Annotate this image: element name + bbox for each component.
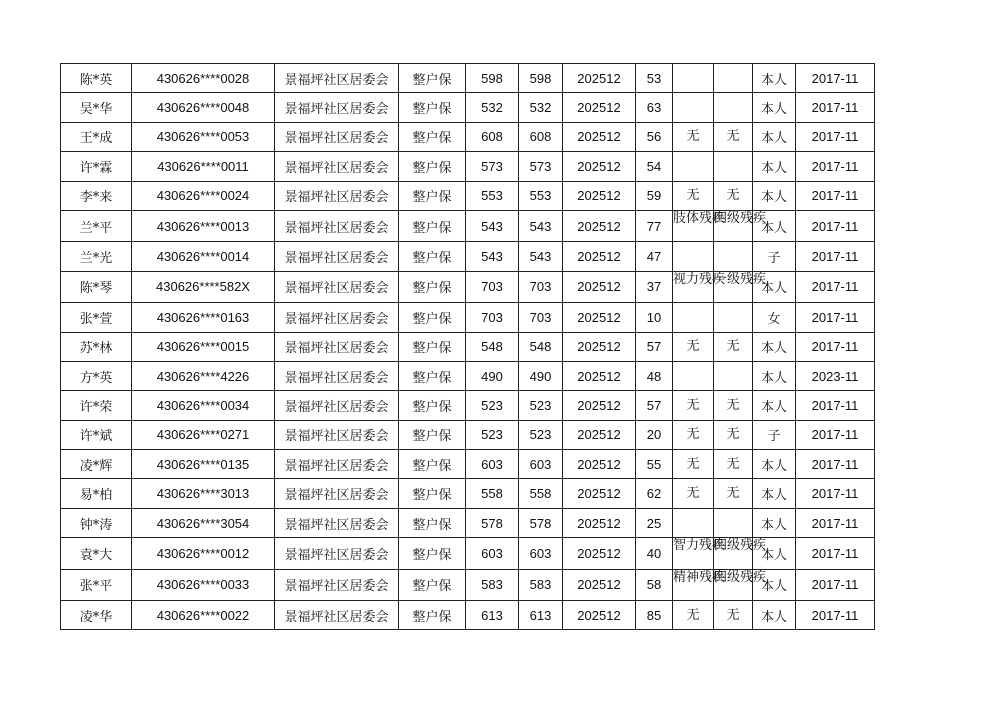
community-cell: 景福坪社区居委会: [275, 361, 399, 390]
disability-level-cell: 无: [714, 479, 753, 508]
table-row: [61, 64, 875, 93]
age-cell: 10: [636, 303, 673, 332]
id-number-cell: 430626****0053: [132, 122, 275, 151]
id-number-cell: 430626****0015: [132, 332, 275, 361]
start-date-cell: 2017-11: [796, 93, 875, 122]
disability-level-cell: [714, 64, 753, 93]
relationship-cell: 本人: [753, 271, 796, 302]
amount-cell: 608: [466, 122, 519, 151]
period-cell: 202512: [563, 152, 636, 181]
assistance-type-cell: 整户保: [399, 569, 466, 600]
amount-cell-2: 578: [519, 508, 563, 537]
amount-cell: 578: [466, 508, 519, 537]
disability-type-cell: 无: [673, 420, 714, 449]
name-cell: 陈*琴: [61, 271, 132, 302]
start-date-cell: 2017-11: [796, 303, 875, 332]
table-row: [61, 538, 875, 569]
age-cell: 62: [636, 479, 673, 508]
start-date-cell: 2017-11: [796, 64, 875, 93]
disability-type-cell: [673, 242, 714, 271]
assistance-type-cell: 整户保: [399, 64, 466, 93]
table-row: [61, 479, 875, 508]
table-row: [61, 601, 875, 630]
assistance-type-cell: 整户保: [399, 538, 466, 569]
amount-cell: 532: [466, 93, 519, 122]
name-cell: 方*英: [61, 361, 132, 390]
disability-level-cell: 无: [714, 420, 753, 449]
period-cell: 202512: [563, 181, 636, 210]
disability-level-cell: 无: [714, 450, 753, 479]
assistance-type-cell: 整户保: [399, 93, 466, 122]
table-row: [61, 569, 875, 600]
disability-type-cell: [673, 508, 714, 537]
relationship-cell: 本人: [753, 64, 796, 93]
relationship-cell: 本人: [753, 391, 796, 420]
community-cell: 景福坪社区居委会: [275, 271, 399, 302]
community-cell: 景福坪社区居委会: [275, 181, 399, 210]
start-date-cell: 2017-11: [796, 242, 875, 271]
start-date-cell: 2017-11: [796, 538, 875, 569]
age-cell: 63: [636, 93, 673, 122]
disability-type-cell: 无: [673, 450, 714, 479]
disability-type-cell: 无: [673, 332, 714, 361]
disability-level-cell: [714, 152, 753, 181]
disability-type-cell: 肢体残疾: [673, 210, 714, 241]
table-row: [61, 450, 875, 479]
start-date-cell: 2017-11: [796, 420, 875, 449]
disability-type-cell: 视力残疾: [673, 271, 714, 302]
community-cell: 景福坪社区居委会: [275, 332, 399, 361]
name-cell: 王*成: [61, 122, 132, 151]
amount-cell-2: 583: [519, 569, 563, 600]
amount-cell: 543: [466, 210, 519, 241]
age-cell: 59: [636, 181, 673, 210]
relationship-cell: 本人: [753, 601, 796, 630]
disability-type-cell: [673, 303, 714, 332]
assistance-type-cell: 整户保: [399, 479, 466, 508]
name-cell: 凌*华: [61, 601, 132, 630]
disability-level-cell: 无: [714, 181, 753, 210]
amount-cell-2: 523: [519, 420, 563, 449]
period-cell: 202512: [563, 450, 636, 479]
amount-cell-2: 573: [519, 152, 563, 181]
period-cell: 202512: [563, 93, 636, 122]
amount-cell: 573: [466, 152, 519, 181]
table-row: [61, 271, 875, 302]
assistance-type-cell: 整户保: [399, 181, 466, 210]
name-cell: 许*斌: [61, 420, 132, 449]
name-cell: 易*柏: [61, 479, 132, 508]
roster-table: [60, 63, 875, 630]
disability-level-cell: 无: [714, 332, 753, 361]
start-date-cell: 2017-11: [796, 508, 875, 537]
assistance-type-cell: 整户保: [399, 601, 466, 630]
community-cell: 景福坪社区居委会: [275, 152, 399, 181]
relationship-cell: 本人: [753, 93, 796, 122]
relationship-cell: 本人: [753, 152, 796, 181]
amount-cell-2: 523: [519, 391, 563, 420]
disability-type-cell: [673, 152, 714, 181]
amount-cell-2: 490: [519, 361, 563, 390]
id-number-cell: 430626****3054: [132, 508, 275, 537]
disability-level-cell: 无: [714, 391, 753, 420]
period-cell: 202512: [563, 479, 636, 508]
community-cell: 景福坪社区居委会: [275, 420, 399, 449]
relationship-cell: 本人: [753, 361, 796, 390]
community-cell: 景福坪社区居委会: [275, 303, 399, 332]
assistance-type-cell: 整户保: [399, 152, 466, 181]
name-cell: 吴*华: [61, 93, 132, 122]
relationship-cell: 本人: [753, 332, 796, 361]
period-cell: 202512: [563, 64, 636, 93]
id-number-cell: 430626****0033: [132, 569, 275, 600]
amount-cell: 603: [466, 450, 519, 479]
disability-level-cell: 一级残疾: [714, 271, 753, 302]
period-cell: 202512: [563, 242, 636, 271]
table-row: [61, 332, 875, 361]
disability-level-cell: [714, 242, 753, 271]
assistance-type-cell: 整户保: [399, 210, 466, 241]
id-number-cell: 430626****0048: [132, 93, 275, 122]
relationship-cell: 本人: [753, 181, 796, 210]
amount-cell-2: 543: [519, 242, 563, 271]
community-cell: 景福坪社区居委会: [275, 64, 399, 93]
relationship-cell: 本人: [753, 210, 796, 241]
start-date-cell: 2017-11: [796, 122, 875, 151]
start-date-cell: 2017-11: [796, 152, 875, 181]
start-date-cell: 2017-11: [796, 391, 875, 420]
relationship-cell: 本人: [753, 122, 796, 151]
age-cell: 55: [636, 450, 673, 479]
amount-cell: 598: [466, 64, 519, 93]
age-cell: 77: [636, 210, 673, 241]
amount-cell-2: 613: [519, 601, 563, 630]
table-row: [61, 152, 875, 181]
id-number-cell: 430626****0012: [132, 538, 275, 569]
disability-type-cell: 精神残疾: [673, 569, 714, 600]
amount-cell: 703: [466, 303, 519, 332]
assistance-type-cell: 整户保: [399, 242, 466, 271]
period-cell: 202512: [563, 271, 636, 302]
age-cell: 47: [636, 242, 673, 271]
start-date-cell: 2017-11: [796, 210, 875, 241]
amount-cell-2: 553: [519, 181, 563, 210]
disability-level-cell: [714, 361, 753, 390]
table-row: [61, 122, 875, 151]
id-number-cell: 430626****4226: [132, 361, 275, 390]
disability-level-cell: 无: [714, 601, 753, 630]
table-row: [61, 303, 875, 332]
period-cell: 202512: [563, 391, 636, 420]
disability-level-cell: 四级残疾: [714, 210, 753, 241]
table-row: [61, 181, 875, 210]
relationship-cell: 子: [753, 242, 796, 271]
amount-cell-2: 603: [519, 450, 563, 479]
relationship-cell: 女: [753, 303, 796, 332]
name-cell: 许*荣: [61, 391, 132, 420]
amount-cell-2: 703: [519, 303, 563, 332]
roster-sheet: [60, 63, 875, 630]
amount-cell: 523: [466, 391, 519, 420]
community-cell: 景福坪社区居委会: [275, 479, 399, 508]
period-cell: 202512: [563, 122, 636, 151]
community-cell: 景福坪社区居委会: [275, 391, 399, 420]
name-cell: 陈*英: [61, 64, 132, 93]
amount-cell-2: 558: [519, 479, 563, 508]
age-cell: 37: [636, 271, 673, 302]
start-date-cell: 2017-11: [796, 479, 875, 508]
amount-cell-2: 608: [519, 122, 563, 151]
amount-cell: 548: [466, 332, 519, 361]
age-cell: 54: [636, 152, 673, 181]
name-cell: 袁*大: [61, 538, 132, 569]
amount-cell-2: 603: [519, 538, 563, 569]
community-cell: 景福坪社区居委会: [275, 122, 399, 151]
age-cell: 53: [636, 64, 673, 93]
period-cell: 202512: [563, 538, 636, 569]
disability-type-cell: 无: [673, 391, 714, 420]
relationship-cell: 本人: [753, 569, 796, 600]
disability-type-cell: 无: [673, 181, 714, 210]
table-row: [61, 508, 875, 537]
amount-cell: 523: [466, 420, 519, 449]
start-date-cell: 2017-11: [796, 271, 875, 302]
amount-cell: 613: [466, 601, 519, 630]
name-cell: 凌*辉: [61, 450, 132, 479]
disability-type-cell: [673, 361, 714, 390]
start-date-cell: 2017-11: [796, 450, 875, 479]
relationship-cell: 本人: [753, 479, 796, 508]
roster-body: [61, 64, 875, 630]
assistance-type-cell: 整户保: [399, 303, 466, 332]
amount-cell-2: 598: [519, 64, 563, 93]
start-date-cell: 2017-11: [796, 181, 875, 210]
disability-level-cell: 四级残疾: [714, 538, 753, 569]
table-row: [61, 210, 875, 241]
id-number-cell: 430626****0014: [132, 242, 275, 271]
assistance-type-cell: 整户保: [399, 271, 466, 302]
age-cell: 85: [636, 601, 673, 630]
age-cell: 57: [636, 391, 673, 420]
id-number-cell: 430626****0013: [132, 210, 275, 241]
id-number-cell: 430626****582X: [132, 271, 275, 302]
period-cell: 202512: [563, 601, 636, 630]
age-cell: 58: [636, 569, 673, 600]
disability-type-cell: 智力残疾: [673, 538, 714, 569]
amount-cell-2: 543: [519, 210, 563, 241]
amount-cell: 543: [466, 242, 519, 271]
period-cell: 202512: [563, 303, 636, 332]
id-number-cell: 430626****0011: [132, 152, 275, 181]
name-cell: 张*萱: [61, 303, 132, 332]
disability-level-cell: 无: [714, 122, 753, 151]
disability-type-cell: 无: [673, 601, 714, 630]
community-cell: 景福坪社区居委会: [275, 242, 399, 271]
relationship-cell: 本人: [753, 538, 796, 569]
name-cell: 许*霖: [61, 152, 132, 181]
id-number-cell: 430626****0163: [132, 303, 275, 332]
id-number-cell: 430626****0271: [132, 420, 275, 449]
amount-cell-2: 703: [519, 271, 563, 302]
community-cell: 景福坪社区居委会: [275, 450, 399, 479]
amount-cell: 490: [466, 361, 519, 390]
start-date-cell: 2023-11: [796, 361, 875, 390]
relationship-cell: 本人: [753, 508, 796, 537]
disability-type-cell: 无: [673, 122, 714, 151]
id-number-cell: 430626****0034: [132, 391, 275, 420]
id-number-cell: 430626****0028: [132, 64, 275, 93]
period-cell: 202512: [563, 332, 636, 361]
id-number-cell: 430626****0022: [132, 601, 275, 630]
relationship-cell: 本人: [753, 450, 796, 479]
period-cell: 202512: [563, 420, 636, 449]
start-date-cell: 2017-11: [796, 569, 875, 600]
name-cell: 张*平: [61, 569, 132, 600]
age-cell: 40: [636, 538, 673, 569]
start-date-cell: 2017-11: [796, 332, 875, 361]
amount-cell-2: 548: [519, 332, 563, 361]
period-cell: 202512: [563, 210, 636, 241]
amount-cell: 583: [466, 569, 519, 600]
age-cell: 56: [636, 122, 673, 151]
period-cell: 202512: [563, 508, 636, 537]
amount-cell: 703: [466, 271, 519, 302]
assistance-type-cell: 整户保: [399, 450, 466, 479]
disability-level-cell: [714, 303, 753, 332]
name-cell: 钟*涛: [61, 508, 132, 537]
disability-level-cell: [714, 93, 753, 122]
amount-cell: 558: [466, 479, 519, 508]
assistance-type-cell: 整户保: [399, 420, 466, 449]
age-cell: 48: [636, 361, 673, 390]
assistance-type-cell: 整户保: [399, 332, 466, 361]
amount-cell: 603: [466, 538, 519, 569]
id-number-cell: 430626****0135: [132, 450, 275, 479]
name-cell: 李*来: [61, 181, 132, 210]
start-date-cell: 2017-11: [796, 601, 875, 630]
disability-type-cell: 无: [673, 479, 714, 508]
community-cell: 景福坪社区居委会: [275, 210, 399, 241]
disability-level-cell: [714, 508, 753, 537]
community-cell: 景福坪社区居委会: [275, 601, 399, 630]
assistance-type-cell: 整户保: [399, 122, 466, 151]
disability-type-cell: [673, 64, 714, 93]
period-cell: 202512: [563, 569, 636, 600]
amount-cell: 553: [466, 181, 519, 210]
table-row: [61, 93, 875, 122]
community-cell: 景福坪社区居委会: [275, 93, 399, 122]
table-row: [61, 420, 875, 449]
period-cell: 202512: [563, 361, 636, 390]
amount-cell-2: 532: [519, 93, 563, 122]
disability-type-cell: [673, 93, 714, 122]
table-row: [61, 242, 875, 271]
age-cell: 20: [636, 420, 673, 449]
name-cell: 兰*光: [61, 242, 132, 271]
disability-level-cell: 四级残疾: [714, 569, 753, 600]
relationship-cell: 子: [753, 420, 796, 449]
age-cell: 57: [636, 332, 673, 361]
name-cell: 兰*平: [61, 210, 132, 241]
table-row: [61, 391, 875, 420]
assistance-type-cell: 整户保: [399, 391, 466, 420]
community-cell: 景福坪社区居委会: [275, 569, 399, 600]
id-number-cell: 430626****0024: [132, 181, 275, 210]
community-cell: 景福坪社区居委会: [275, 508, 399, 537]
community-cell: 景福坪社区居委会: [275, 538, 399, 569]
name-cell: 苏*林: [61, 332, 132, 361]
table-row: [61, 361, 875, 390]
assistance-type-cell: 整户保: [399, 508, 466, 537]
id-number-cell: 430626****3013: [132, 479, 275, 508]
assistance-type-cell: 整户保: [399, 361, 466, 390]
age-cell: 25: [636, 508, 673, 537]
